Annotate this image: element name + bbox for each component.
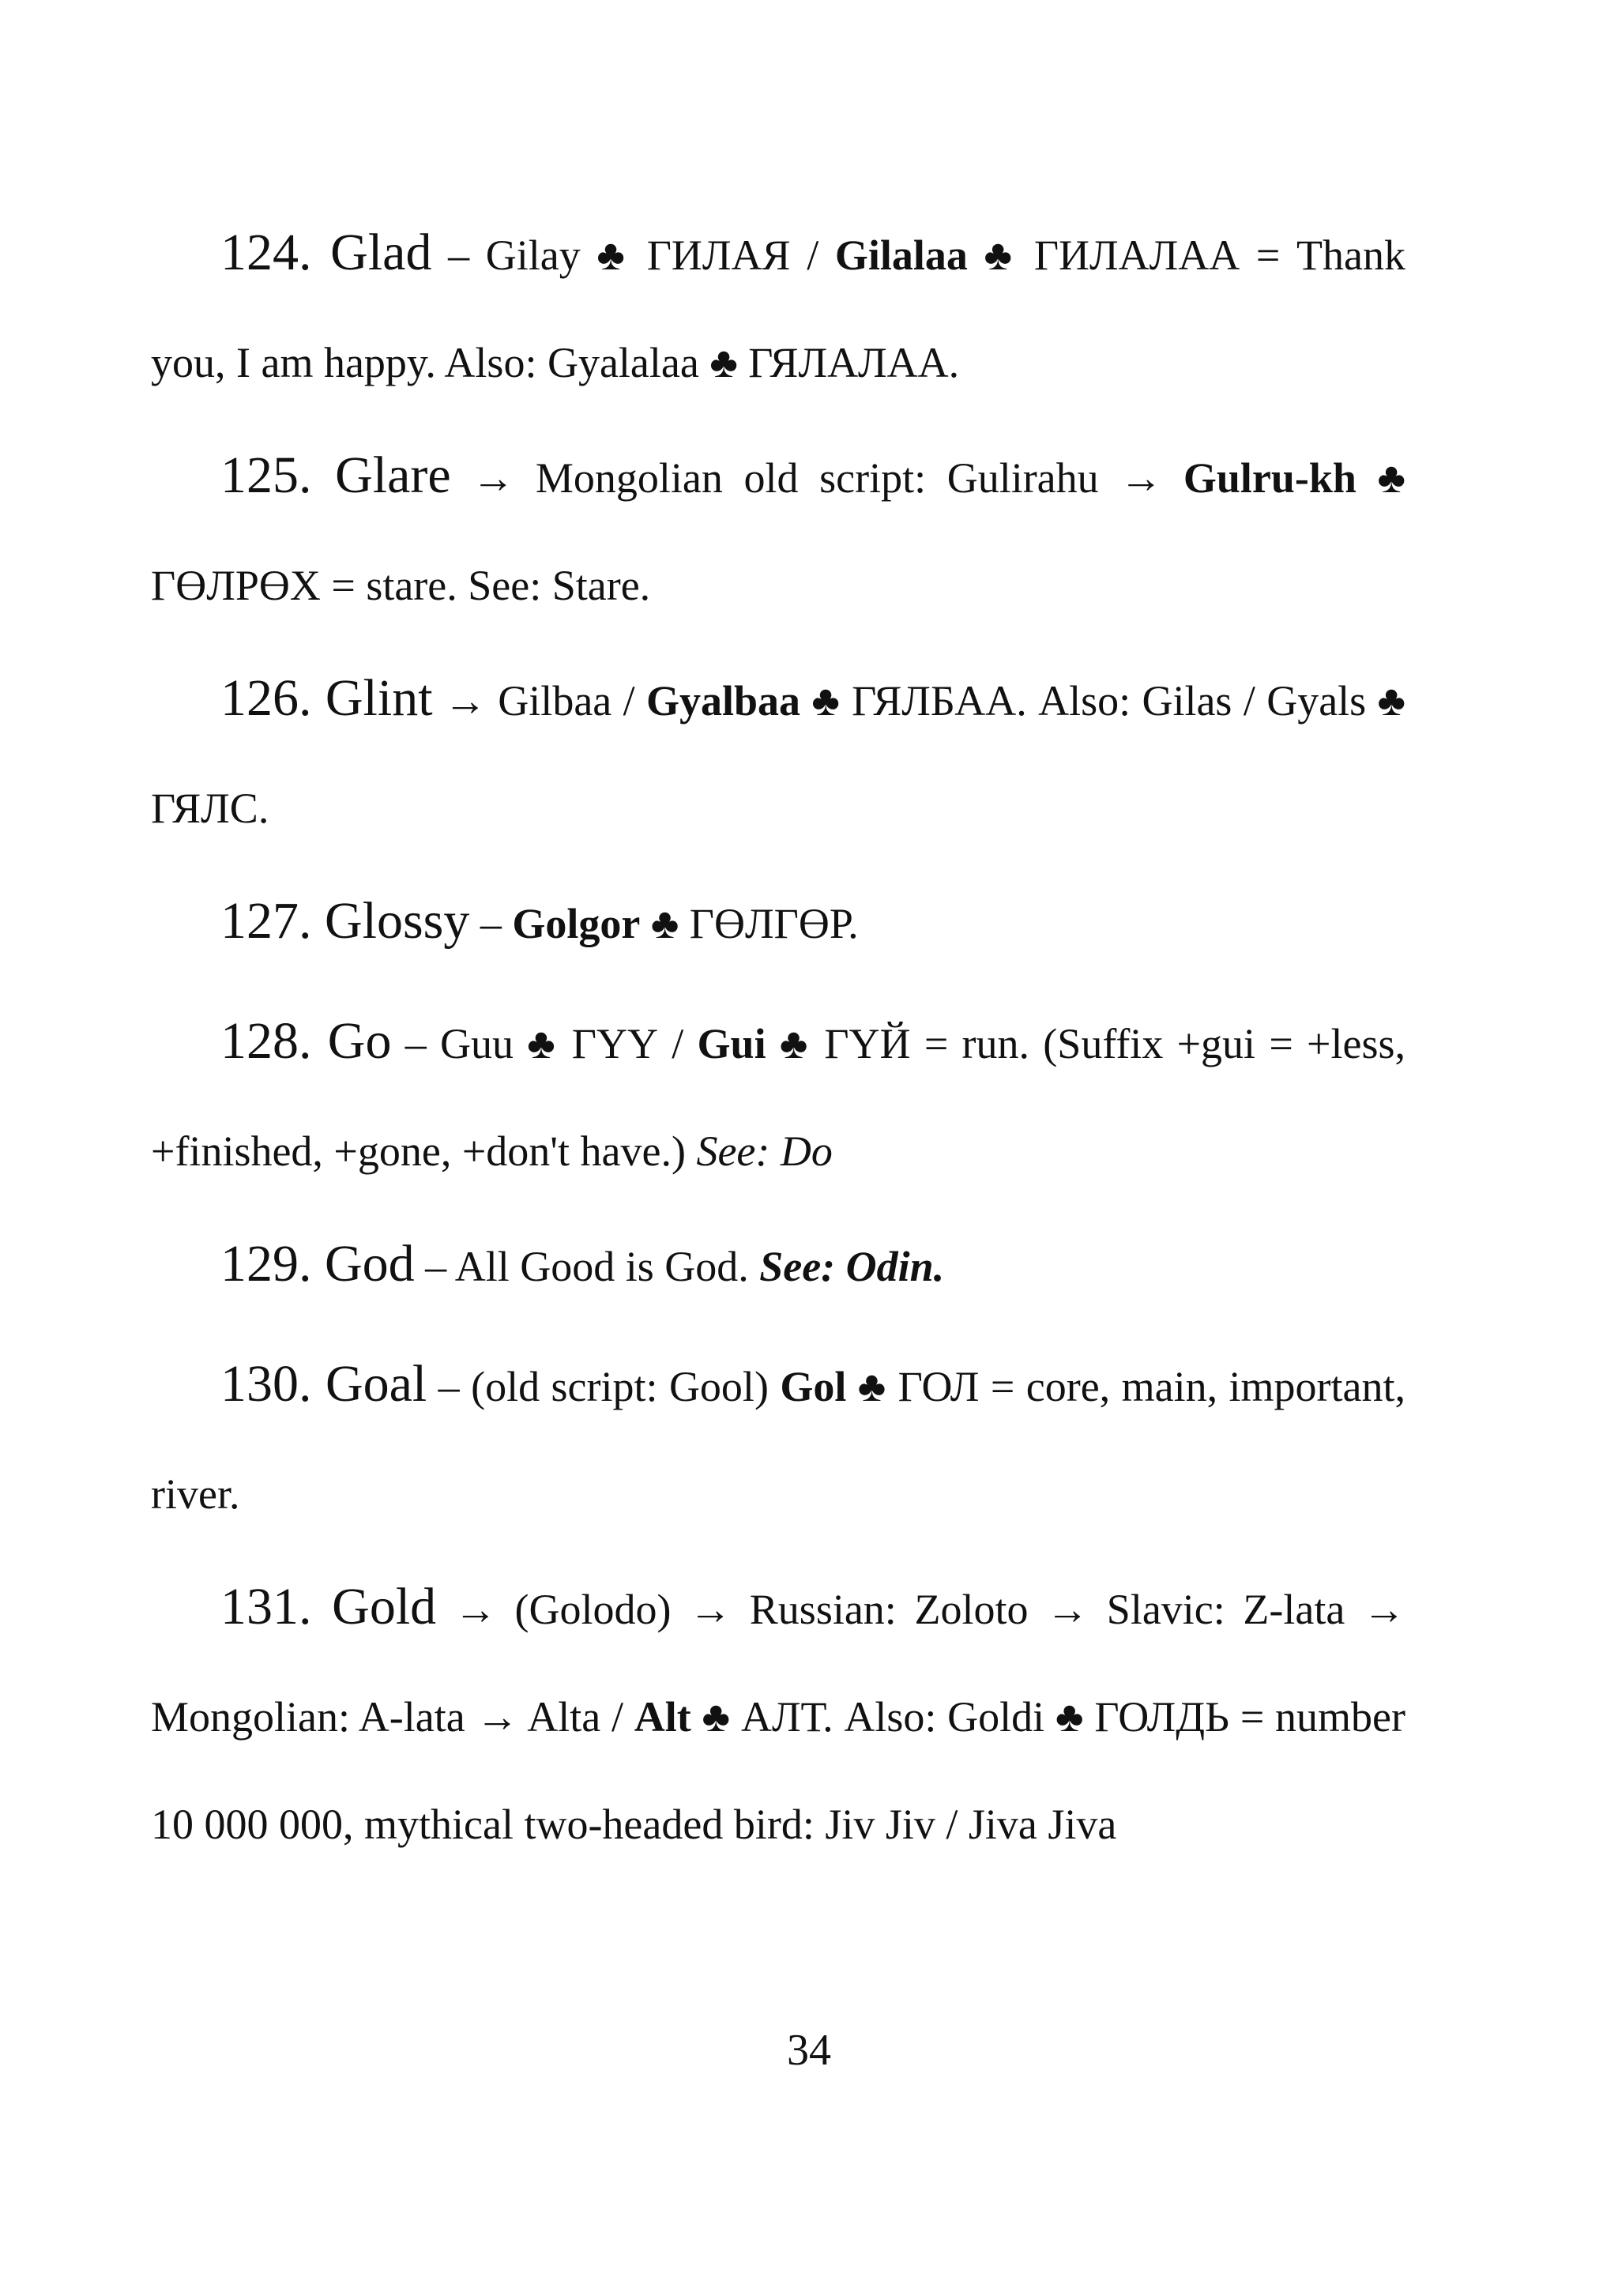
entry-text: ♣ ГӨЛГӨР. xyxy=(640,900,859,947)
entry-lead xyxy=(151,1578,437,1635)
entry-number: 127. xyxy=(220,892,325,950)
entry-125 xyxy=(151,422,1405,639)
entry-text: → (Golodo) → Russian: Zoloto → Slavic: Z-lata → Mongolian: A-lata → Alta / xyxy=(151,1586,1405,1741)
entry-text: → Mongolian old script: Gulirahu → xyxy=(450,454,1183,502)
entry-lead xyxy=(151,1012,392,1070)
entry-headword: Gold xyxy=(332,1578,437,1635)
entry-bold-term: Gui xyxy=(697,1020,766,1067)
entry-text: ♣ ГЯЛБАА. Also: Gilas / Gyals ♣ ГЯЛС. xyxy=(151,677,1405,832)
entry-number: 126. xyxy=(220,669,325,727)
entry-headword: Go xyxy=(327,1012,392,1070)
entry-number: 124. xyxy=(220,224,331,281)
entry-bold-term: Gilalaa xyxy=(834,231,968,279)
entry-lead xyxy=(151,669,433,727)
entry-headword: Glint xyxy=(325,669,433,727)
entry-text: – xyxy=(469,900,513,947)
entry-text: ♣ ГИЛАЛАА = Thank you, I am happy. Also: Gyalalaa ♣ ГЯЛАЛАА. xyxy=(151,231,1406,386)
entry-text: ♣ ГҮЙ = run. (Suffix +gui = +less, +finished, +gone, +don't have.) xyxy=(151,1020,1406,1175)
entry-bold-term: Gol xyxy=(780,1363,847,1410)
entry-number: 125. xyxy=(220,446,336,504)
entry-bold-term: Gyalbaa xyxy=(646,677,801,725)
entry-bold-term: Gulru-kh xyxy=(1183,454,1356,502)
entry-lead xyxy=(151,446,451,504)
entry-bold-term: See: Odin. xyxy=(759,1243,945,1290)
page-number: 34 xyxy=(787,2026,831,2075)
entry-italic-ref: See: Do xyxy=(696,1127,833,1175)
entry-text: – All Good is God. xyxy=(414,1243,760,1290)
entry-124 xyxy=(151,199,1405,416)
entry-lead xyxy=(151,1355,427,1413)
entry-131 xyxy=(151,1553,1405,1878)
entry-lead xyxy=(151,892,470,950)
entry-130 xyxy=(151,1331,1405,1548)
entry-number: 129. xyxy=(220,1235,325,1293)
entry-126 xyxy=(151,645,1405,862)
entry-number: 128. xyxy=(220,1012,328,1070)
entry-129 xyxy=(151,1210,1405,1320)
entry-text: ♣ ГОЛ = core, main, important, river. xyxy=(151,1363,1405,1518)
entry-text: ♣ АЛТ. Also: Goldi ♣ ГОЛДЬ = number 10 000 000, mythical two-headed bird: Jiv Jiv / Jiva Jiva xyxy=(151,1693,1405,1848)
entry-headword: God xyxy=(325,1235,415,1293)
entry-headword: Glossy xyxy=(325,892,470,950)
entry-128 xyxy=(151,988,1405,1205)
entry-text: → Gilbaa / xyxy=(432,677,646,725)
entry-lead xyxy=(151,1235,415,1293)
entry-127 xyxy=(151,868,1405,977)
entry-headword: Goal xyxy=(325,1355,427,1413)
entry-bold-term: Alt xyxy=(634,1693,691,1741)
entry-lead xyxy=(151,224,432,281)
entry-text: – Gilay ♣ ГИЛАЯ / xyxy=(431,231,835,279)
entry-number: 130. xyxy=(220,1355,325,1413)
entry-number: 131. xyxy=(220,1578,333,1635)
entry-bold-term: Golgor xyxy=(512,900,641,947)
entry-text: ♣ ГӨЛРӨХ = stare. See: Stare. xyxy=(151,454,1405,609)
entry-text: – (old script: Gool) xyxy=(427,1363,781,1410)
entry-text: – Guu ♣ ГҮҮ / xyxy=(391,1020,698,1067)
entry-headword: Glad xyxy=(330,224,432,281)
entry-headword: Glare xyxy=(335,446,451,504)
